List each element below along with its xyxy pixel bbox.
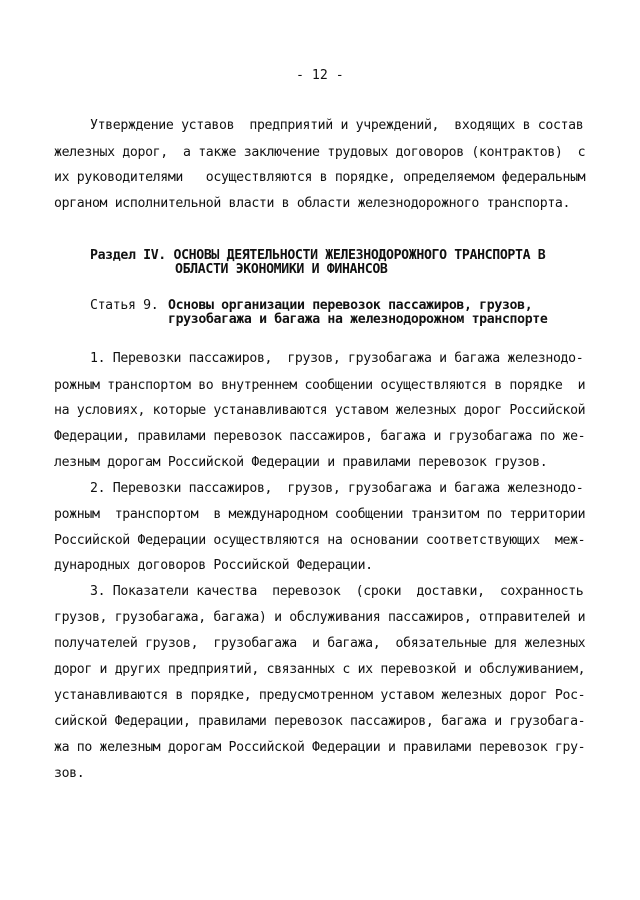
paragraph-line: 1. Перевозки пассажиров, грузов, грузобагажа и багажа железнодо- [90,351,584,366]
paragraph-line: рожным транспортом во внутреннем сообщении осуществляются в порядке и [54,378,586,393]
paragraph-line: на условиях, которые устанавливаются уставом железных дорог Российской [54,403,586,418]
intro-line: их руководителями осуществляются в порядке, определяемом федеральным [54,170,586,185]
paragraph-line: дорог и других предприятий, связанных с их перевозкой и обслуживанием, [54,662,586,677]
paragraph-line: зов. [54,766,85,781]
intro-line: железных дорог, а также заключение трудовых договоров (контрактов) с [54,145,586,160]
paragraph-line: получателей грузов, грузобагажа и багажа, обязательные для железных [54,636,586,651]
section-heading-line1: Раздел IV. ОСНОВЫ ДЕЯТЕЛЬНОСТИ ЖЕЛЕЗНОДОРОЖНОГО ТРАНСПОРТА В [90,248,546,263]
article-title-line1: Основы организации перевозок пассажиров, грузов, [168,298,533,313]
intro-line: органом исполнительной власти в области железнодорожного транспорта. [54,196,571,211]
paragraph-line: 2. Перевозки пассажиров, грузов, грузобагажа и багажа железнодо- [90,481,584,496]
article-title-line2: грузобагажа и багажа на железнодорожном транспорте [168,312,548,327]
paragraph-line: рожным транспортом в международном сообщении транзитом по территории [54,507,586,522]
section-heading-line2: ОБЛАСТИ ЭКОНОМИКИ И ФИНАНСОВ [175,262,388,277]
paragraph-line: грузов, грузобагажа, багажа) и обслуживания пассажиров, отправителей и [54,610,586,625]
article-label: Статья 9. [90,298,159,313]
intro-line: Утверждение уставов предприятий и учреждений, входящих в состав [90,118,584,133]
paragraph-line: 3. Показатели качества перевозок (сроки доставки, сохранность [90,584,584,599]
paragraph-line: Российской Федерации осуществляются на основании соответствующих меж- [54,533,586,548]
paragraph-line: жа по железным дорогам Российской Федерации и правилами перевозок гру- [54,740,586,755]
paragraph-line: Федерации, правилами перевозок пассажиров, багажа и грузобагажа по же- [54,429,586,444]
page-number: - 12 - [296,68,344,83]
paragraph-line: дународных договоров Российской Федерации. [54,558,373,573]
paragraph-line: устанавливаются в порядке, предусмотренном уставом железных дорог Рос- [54,688,586,703]
paragraph-line: сийской Федерации, правилами перевозок пассажиров, багажа и грузобага- [54,714,586,729]
paragraph-line: лезным дорогам Российской Федерации и правилами перевозок грузов. [54,455,548,470]
